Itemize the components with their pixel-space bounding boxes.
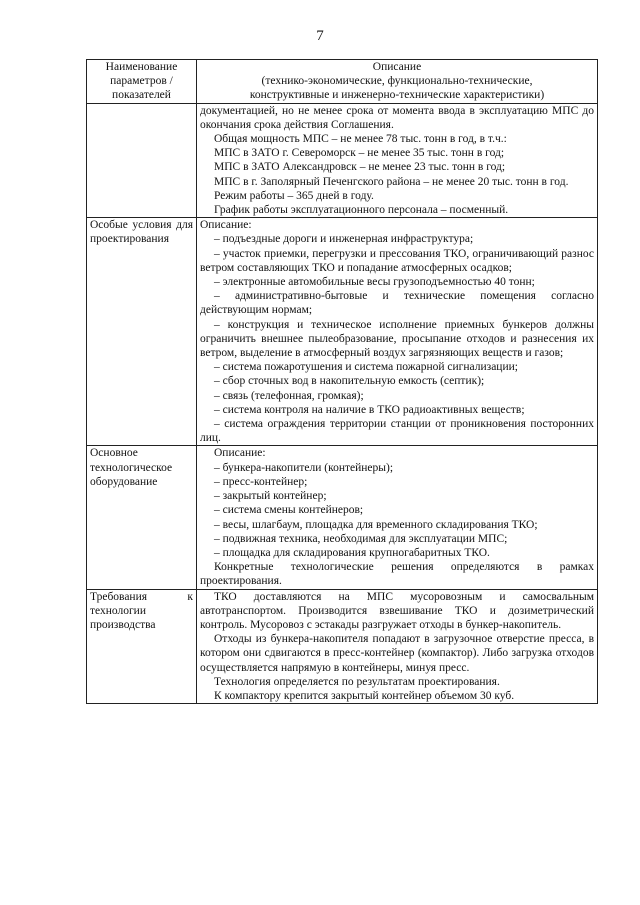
requirements-paragraph: К компактору крепится закрытый контейнер объемом 30 куб. [214,689,515,702]
page-number: 7 [316,28,324,44]
list-item: – конструкция и техническое исполнение приемных бункеров должны ограничить внешнее пылеобразование, просыпание отходов и разнесения их ветром, выделение в атмосферный воздух загрязняющих веществ и газов; [200,318,594,360]
header-col-name [87,60,197,104]
table-row [87,446,598,589]
capacity-line: МПС в ЗАТО Александровск – не менее 23 тыс. тонн в год; [214,161,506,174]
row-label-design-conditions: Особые условия для проектирования [87,218,197,446]
header-col-name-line: показателей [112,89,171,102]
requirements-paragraph: Технология определяется по результатам проектирования. [214,675,500,688]
requirements-paragraph: ТКО доставляются на МПС мусоровозным и самосвальным автотранспортом. Производится взвешивание ТКО и дозиметрический контроль. Мусоровоз с эстакады разгружает отходы в бункер-накопитель. [200,590,594,631]
list-item: – пресс-контейнер; [214,475,308,488]
table-row [87,589,598,704]
design-intro: Описание: [200,219,252,232]
table-header-row [87,60,598,104]
requirements-paragraph: Отходы из бункера-накопителя попадают в загрузочное отверстие пресса, в котором они сдвигаются в пресс-контейнер (компактор). Либо загрузка отходов осуществляется напрямую в контейнеры, минуя пресс. [200,633,594,674]
equipment-intro: Описание: [214,447,266,460]
capacity-line: МПС в ЗАТО г. Североморск – не менее 35 тыс. тонн в год; [214,147,505,160]
header-col-name-line: параметров / [110,75,173,88]
capacity-line: Общая мощность МПС – не менее 78 тыс. тонн в год, в т.ч.: [214,133,507,146]
spec-table [86,59,598,704]
list-item: – система ограждения территории станции от проникновения посторонних лиц. [200,418,594,445]
equipment-description [197,446,598,589]
list-item: – система смены контейнеров; [214,504,364,517]
requirements-description [197,589,598,704]
header-col-description-line: конструктивные и инженерно-технические характеристики) [249,89,545,102]
capacity-line: График работы эксплуатационного персонала – посменный. [214,204,509,217]
list-item: – подъездные дороги и инженерная инфраструктура; [214,233,474,246]
capacity-line: МПС в г. Заполярный Печенгского района – не менее 20 тыс. тонн в год. [214,175,569,188]
list-item: – электронные автомобильные весы грузоподъемностью 40 тонн; [214,276,535,289]
row-label-requirements: Требования к технологии производства [87,589,197,704]
capacity-description [197,103,598,218]
row-label-empty [87,103,197,218]
capacity-line: Режим работы – 365 дней в году. [214,189,374,202]
list-item: – система контроля на наличие в ТКО радиоактивных веществ; [214,403,525,416]
list-item: – система пожаротушения и система пожарной сигнализации; [214,361,518,374]
list-item: – площадка для складирования крупногабаритных ТКО. [214,546,490,559]
table-row [87,103,598,218]
header-col-description [197,60,598,104]
list-item: – связь (телефонная, громкая); [214,389,364,402]
header-col-description-line: Описание [372,61,422,73]
list-item: – весы, шлагбаум, площадка для временного складирования ТКО; [214,518,538,531]
design-conditions-description [197,218,598,446]
list-item: – сбор сточных вод в накопительную емкость (септик); [214,375,485,388]
list-item: – административно-бытовые и технические помещения согласно действующим нормам; [200,290,594,317]
list-item: – бункера-накопители (контейнеры); [214,461,394,474]
header-col-description-line: (технико-экономические, функционально-технические, [261,75,533,88]
table-row [87,218,598,446]
row-label-equipment: Основное технологическое оборудование [87,446,197,589]
list-item: – участок приемки, перегрузки и прессования ТКО, ограничивающий разнос ветром составляющих ТКО и попадание атмосферных осадков; [200,247,594,274]
header-col-name-line: Наименование [105,61,178,73]
list-item: – закрытый контейнер; [214,490,327,503]
capacity-line: документацией, но не менее срока от момента ввода в эксплуатацию МПС до окончания срока действия Соглашения. [200,104,594,131]
list-item: – подвижная техника, необходимая для эксплуатации МПС; [214,532,508,545]
equipment-note: Конкретные технологические решения определяются в рамках проектирования. [200,561,594,588]
